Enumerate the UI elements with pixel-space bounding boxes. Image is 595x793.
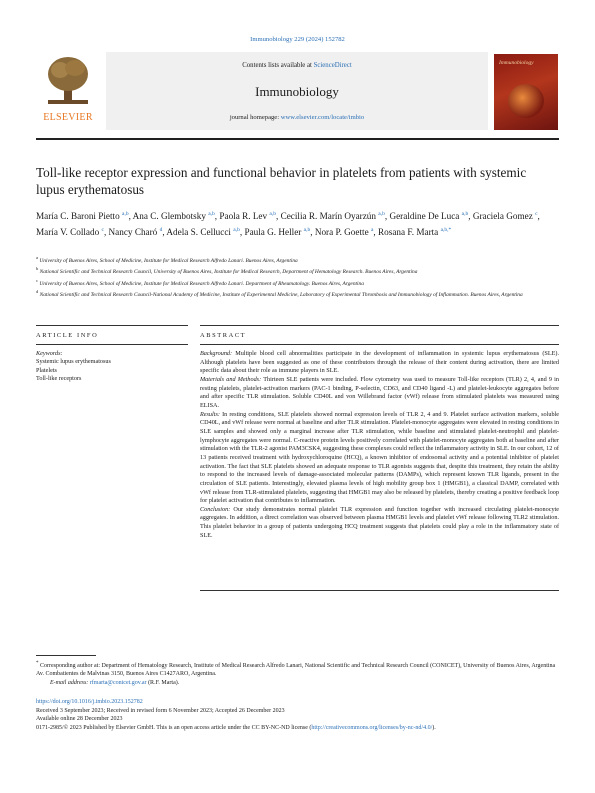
affiliation-text: National Scientific and Technical Research Council-National Academy of Medicine, Institute of Experimental Medicine, Laboratory of Experimental Thrombosis and Immunobiology of Inflammation. Buenos Aires, Argentina: [39, 291, 523, 298]
affiliation-key: c: [36, 277, 38, 283]
affiliation: [36, 265, 559, 276]
online-date: Available online 28 December 2023: [36, 716, 123, 723]
author[interactable]: [109, 227, 167, 237]
journal-citation-link[interactable]: Immunobiology 229 (2024) 152782: [250, 36, 345, 43]
author-affiliation-marker[interactable]: a,b: [303, 226, 311, 233]
abstract-section-text: Multiple blood cell abnormalities participate in the development of inflammation in systemic lupus erythematosus (SLE). Although platelets have been suggested as one of these contributors through the release of their content during activation, there are limited specific data about their role as immune players in SLE.: [200, 350, 560, 375]
email-suffix: (R.F. Marta).: [148, 679, 180, 686]
header-divider: [36, 138, 559, 140]
author[interactable]: [389, 211, 472, 221]
corresponding-author-note: [36, 660, 559, 679]
corresponding-author-footnote: [36, 660, 559, 687]
author-separator: ,: [103, 226, 109, 237]
affiliation-text: University of Buenos Aires, School of Medicine, Institute for Medical Research Alfredo Lanari. Department of Rheumatology. Buenos Aires, Argentina: [39, 280, 364, 287]
author-name: Nora P. Goette: [314, 226, 369, 237]
keywords-label: Keywords:: [36, 350, 63, 357]
author[interactable]: [244, 227, 314, 237]
author[interactable]: [166, 227, 244, 237]
article-info-rule: [36, 325, 188, 326]
license-link[interactable]: http://creativecommons.org/licenses/by-nc-nd/4.0/: [311, 724, 433, 731]
author-separator: ,: [384, 211, 390, 222]
author-name: Paola R. Lev: [219, 211, 268, 222]
elsevier-wordmark: ELSEVIER: [43, 112, 93, 123]
abstract-rule-lower: [200, 344, 559, 345]
author[interactable]: [473, 211, 540, 221]
affiliation-key: a: [36, 255, 38, 260]
author-name: Ana C. Glembotsky: [132, 211, 206, 222]
doi-link[interactable]: https://doi.org/10.1016/j.imbio.2023.152782: [36, 699, 143, 705]
homepage-line: [106, 114, 488, 121]
license-prefix: 0171-2985/© 2023 Published by Elsevier GmbH. This is an open access article under the CC BY-NC-ND license (: [36, 724, 312, 731]
author-affiliation-marker[interactable]: a: [370, 226, 374, 233]
footnote-marker: *: [36, 661, 39, 666]
author-separator: ,: [373, 226, 379, 237]
elsevier-tree-icon: [44, 54, 92, 106]
footnote-rule: [36, 655, 96, 656]
abstract-end-rule: [200, 590, 559, 591]
abstract-section-text: Thirteen SLE patients were included. Flow cytometry was used to measure Toll-like receptors (TLR) 2, 4, and 9 in resting platelets, platelet-activation markers (PAC-1 binding, P-selectin, CD63, and CD40 ligand -L) and platelet-leukocyte aggregates before and after specific TLR stimulation. Soluble CD40L and von Willebrand factor (vWf) release from stimulated platelets was measured using ELISA.: [200, 375, 559, 409]
author-affiliation-marker[interactable]: a,b: [233, 226, 240, 233]
contents-line: [106, 62, 488, 69]
email-label: E-mail address:: [50, 679, 89, 686]
article-info-heading: ARTICLE INFO: [36, 332, 99, 339]
received-dates: Received 3 September 2023; Received in revised form 6 November 2023; Accepted 26 December 2023: [36, 707, 285, 714]
homepage-link[interactable]: www.elsevier.com/locate/imbio: [280, 114, 365, 121]
affiliation: [36, 288, 559, 299]
journal-header: [36, 52, 559, 138]
masthead: [106, 52, 488, 130]
abstract-results: [200, 411, 559, 506]
abstract-section-label: Background:: [200, 350, 233, 357]
author-affiliation-marker[interactable]: a,b: [269, 211, 276, 217]
journal-cover-image: [494, 54, 558, 130]
author-name: María C. Baroni Pietto: [36, 211, 120, 222]
corresponding-author-text: Corresponding author at: Department of Hematology Research, Institute of Medical Research Alfredo Lanari, National Scientific and Technical Research Council (CONICET), University of Buenos Aires, Argentina Av. Combatientes de Malvinas 3150, Buenos Aires C1427ARO, Argentina.: [36, 663, 556, 678]
author-separator: ,: [468, 211, 473, 222]
elsevier-logo: [36, 52, 100, 130]
article-title: Toll-like receptor expression and functional behavior in platelets from patients with systemic lupus erythematosus: [36, 165, 527, 197]
author-separator: ,: [214, 211, 220, 222]
author-separator: ,: [239, 226, 245, 237]
cover-illustration: [508, 84, 544, 118]
keywords-block: [36, 350, 188, 384]
author-affiliation-marker[interactable]: d: [159, 226, 163, 233]
keyword-item: Toll-like receptors: [36, 375, 82, 383]
email-line: [36, 679, 559, 687]
author-name: Nancy Charó: [108, 226, 158, 237]
cover-title: Immunobiology: [499, 60, 534, 66]
author[interactable]: [36, 211, 133, 221]
affiliation-text: National Scientific and Technical Research Council, University of Buenos Aires, Institute for Medical Research, Department of Hematology Research. Buenos Aires, Argentina: [39, 269, 418, 276]
author-affiliation-marker[interactable]: a,b: [378, 211, 385, 217]
author[interactable]: [315, 227, 378, 237]
abstract-heading: ABSTRACT: [200, 332, 247, 339]
abstract-section-label: Conclusion:: [200, 505, 231, 513]
affiliation: [36, 254, 559, 265]
author[interactable]: [378, 227, 451, 237]
affiliation-list: [36, 254, 559, 300]
affiliation-key: d: [36, 289, 39, 295]
affiliation-text: University of Buenos Aires, School of Medicine, Institute for Medical Research Alfredo Lanari. Buenos Aires, Argentina: [39, 257, 298, 264]
abstract-section-text: Our study demonstrates normal platelet TLR expression and function together with increased circulating platelet-monocyte aggregates. In addition, a direct correlation was observed between plasma HMGB1 levels and platelet vWf release following TLR2 stimulation. This platelet behavior in a group of patients undergoing HCQ treatment suggests that platelets could play a role in the inflammatory state of SLE.: [200, 505, 560, 539]
keyword-item: Systemic lupus erythematosus: [36, 358, 111, 366]
sciencedirect-link[interactable]: ScienceDirect: [313, 62, 352, 69]
article-info-rule-lower: [36, 344, 188, 345]
abstract-section-text: In resting conditions, SLE platelets showed normal expression levels of TLR 2, 4 and 9. Platelet surface activation markers, soluble CD40L, and vWf release were normal at baseline and after TLR stimulation. Platelet-monocyte aggregates were elevated in resting conditions in SLE samples and showed only a marginal increase after TLR stimulation, while baseline and stimulated platelet-neutrophil and platelet-lymphocyte aggregates were normal. C-reactive protein levels positively correlated with platelet-monocyte aggregates both at baseline and after stimulation with the TLR-2 agonist PAM3CSK4, suggesting these complexes could reflect the inflammatory activity in SLE. In our cohort, 12 of 13 patients received treatment with hydroxychloroquine (HCQ), a known inhibitor of endosomal activity and a potential inhibitor of platelet activation. The fact that SLE platelets showed an adequate response to TLR agonists suggests that, despite this treatment, they retain the ability to respond to the increased levels of damage-associated molecular patterns (DAMPs), which represent known TLR ligands, present in the circulation of SLE patients. Interestingly, elevated plasma levels of high mobility group box 1 (HMGB1), a classical DAMP, correlated with vWf release from TLR-stimulated platelets, suggesting that HMGB1 may also be released by platelets, thereby creating a positive feedback loop for platelet activation that contributes to inflammation.: [200, 410, 560, 505]
author[interactable]: [219, 211, 280, 221]
author[interactable]: [133, 211, 220, 221]
author-affiliation-marker[interactable]: a,b: [208, 211, 215, 217]
contents-prefix: Contents lists available at: [242, 62, 312, 69]
abstract-section-label: Materials and Methods:: [200, 375, 262, 383]
author[interactable]: [36, 227, 109, 237]
author-separator: ,: [162, 226, 167, 237]
affiliation-key: b: [36, 266, 39, 272]
affiliation: [36, 277, 559, 288]
abstract-body: [200, 350, 559, 540]
author-name: Geraldine De Luca: [389, 211, 460, 222]
abstract-conclusion: [200, 506, 559, 541]
abstract-section-label: Results:: [200, 410, 220, 418]
keyword-item: Platelets: [36, 366, 57, 374]
journal-name: Immunobiology: [255, 84, 339, 99]
email-link[interactable]: rfmarta@conicet.gov.ar: [89, 679, 147, 686]
author-name: Adela S. Cellucci: [166, 226, 231, 237]
author-name: Graciela Gomez: [472, 211, 533, 222]
abstract-background: [200, 350, 559, 376]
author-list: [36, 208, 559, 239]
author-affiliation-marker[interactable]: c: [101, 226, 104, 233]
author-name: María V. Collado: [36, 226, 100, 237]
author-affiliation-marker[interactable]: c: [535, 211, 538, 217]
license-suffix: ).: [432, 724, 436, 731]
author-name: Cecilia R. Marín Oyarzún: [280, 211, 376, 222]
author-name: Rosana F. Marta: [378, 226, 439, 237]
author-name: Paula G. Heller: [244, 226, 302, 237]
abstract-rule: [200, 325, 559, 326]
publication-info: [36, 698, 559, 732]
author-affiliation-marker[interactable]: a,b,*: [440, 226, 452, 233]
author-affiliation-marker[interactable]: a,b: [461, 211, 469, 217]
author[interactable]: [281, 211, 390, 221]
license-line: [36, 724, 559, 733]
author-separator: ,: [128, 211, 133, 222]
author-separator: ,: [310, 226, 315, 237]
author-separator: ,: [275, 211, 281, 222]
homepage-prefix: journal homepage:: [229, 114, 280, 121]
abstract-methods: [200, 376, 559, 411]
author-separator: ,: [537, 211, 540, 222]
author-affiliation-marker[interactable]: a,b: [122, 211, 129, 217]
